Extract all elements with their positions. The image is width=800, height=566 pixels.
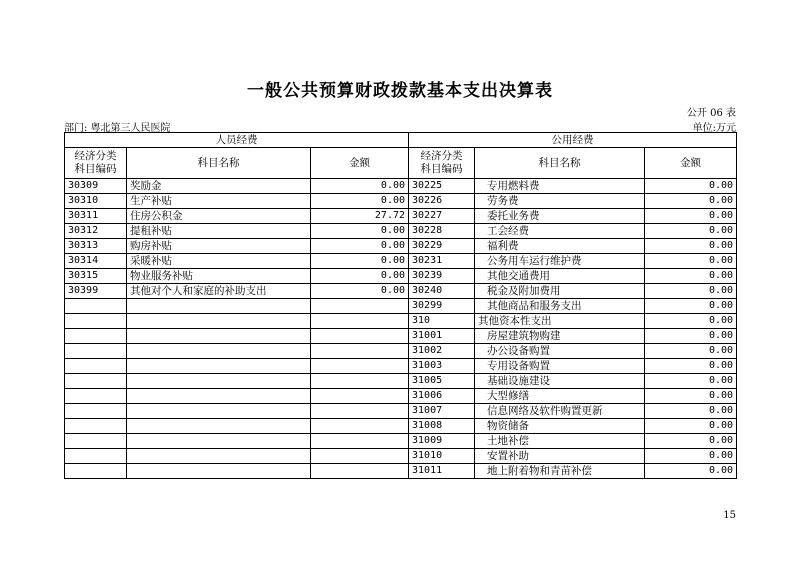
personnel-name-cell <box>127 389 311 404</box>
personnel-code-cell: 30311 <box>65 209 127 224</box>
public-amount-cell: 0.00 <box>645 329 737 344</box>
public-amount-cell: 0.00 <box>645 359 737 374</box>
public-name-cell: 专用设备购置 <box>475 359 645 374</box>
personnel-amount-cell <box>311 344 409 359</box>
personnel-amount-cell <box>311 419 409 434</box>
personnel-name-cell <box>127 464 311 479</box>
table-row <box>65 464 737 479</box>
table-row <box>65 209 737 224</box>
page-number: 15 <box>723 510 736 521</box>
personnel-code-cell: 30310 <box>65 194 127 209</box>
public-name-cell: 其他资本性支出 <box>475 314 645 329</box>
personnel-code-cell <box>65 329 127 344</box>
header-code-text: 经济分类 科目编码 <box>74 150 117 175</box>
public-amount-cell: 0.00 <box>645 344 737 359</box>
department-label: 部门: 粤北第三人民医院 <box>64 123 171 134</box>
personnel-name-cell <box>127 359 311 374</box>
public-amount-cell: 0.00 <box>645 314 737 329</box>
public-name-cell: 其他商品和服务支出 <box>475 299 645 314</box>
public-name-cell: 其他交通费用 <box>475 269 645 284</box>
public-code-cell: 310 <box>409 314 475 329</box>
personnel-code-cell: 30313 <box>65 239 127 254</box>
personnel-amount-cell: 27.72 <box>311 209 409 224</box>
public-name-cell: 地上附着物和青苗补偿 <box>475 464 645 479</box>
personnel-code-cell: 30315 <box>65 269 127 284</box>
public-code-cell: 30227 <box>409 209 475 224</box>
public-amount-cell: 0.00 <box>645 209 737 224</box>
public-name-cell: 委托业务费 <box>475 209 645 224</box>
personnel-name-cell: 住房公积金 <box>127 209 311 224</box>
personnel-code-cell: 30314 <box>65 254 127 269</box>
public-amount-cell: 0.00 <box>645 179 737 194</box>
personnel-name-cell <box>127 434 311 449</box>
table-row <box>65 284 737 299</box>
personnel-name-cell <box>127 419 311 434</box>
public-code-cell: 30228 <box>409 224 475 239</box>
public-name-cell: 土地补偿 <box>475 434 645 449</box>
public-code-cell: 30240 <box>409 284 475 299</box>
table-row <box>65 434 737 449</box>
personnel-amount-cell <box>311 314 409 329</box>
personnel-name-cell <box>127 299 311 314</box>
public-code-cell: 31009 <box>409 434 475 449</box>
personnel-amount-cell <box>311 464 409 479</box>
public-code-cell: 30229 <box>409 239 475 254</box>
public-amount-cell: 0.00 <box>645 464 737 479</box>
personnel-name-cell <box>127 374 311 389</box>
header-code-text: 经济分类 科目编码 <box>420 150 463 175</box>
public-amount-cell: 0.00 <box>645 374 737 389</box>
table-row <box>65 344 737 359</box>
table-row <box>65 179 737 194</box>
form-number: 公开 06 表 <box>686 108 736 119</box>
public-code-cell: 31008 <box>409 419 475 434</box>
personnel-name-cell: 其他对个人和家庭的补助支出 <box>127 284 311 299</box>
public-name-cell: 基础设施建设 <box>475 374 645 389</box>
table-row <box>65 374 737 389</box>
public-name-cell: 税金及附加费用 <box>475 284 645 299</box>
table-row <box>65 404 737 419</box>
public-code-cell: 31005 <box>409 374 475 389</box>
public-amount-cell: 0.00 <box>645 299 737 314</box>
public-name-cell: 物资储备 <box>475 419 645 434</box>
public-name-cell: 公务用车运行维护费 <box>475 254 645 269</box>
table-row <box>65 194 737 209</box>
personnel-code-cell <box>65 449 127 464</box>
public-name-cell: 福利费 <box>475 239 645 254</box>
unit-label: 单位:万元 <box>692 123 736 134</box>
public-code-cell: 31006 <box>409 389 475 404</box>
table-row <box>65 329 737 344</box>
personnel-code-cell <box>65 299 127 314</box>
personnel-name-cell: 采暖补贴 <box>127 254 311 269</box>
public-code-cell: 31007 <box>409 404 475 419</box>
personnel-amount-cell <box>311 389 409 404</box>
personnel-amount-cell: 0.00 <box>311 254 409 269</box>
public-name-cell: 大型修缮 <box>475 389 645 404</box>
personnel-code-cell: 30312 <box>65 224 127 239</box>
table-row <box>65 449 737 464</box>
table-row <box>65 359 737 374</box>
personnel-amount-cell: 0.00 <box>311 179 409 194</box>
personnel-code-cell <box>65 434 127 449</box>
personnel-code-cell <box>65 314 127 329</box>
personnel-name-cell: 购房补贴 <box>127 239 311 254</box>
header-amount: 金额 <box>645 148 737 179</box>
personnel-code-cell: 30309 <box>65 179 127 194</box>
personnel-amount-cell <box>311 404 409 419</box>
public-name-cell: 办公设备购置 <box>475 344 645 359</box>
table-row <box>65 419 737 434</box>
table-row <box>65 254 737 269</box>
personnel-code-cell: 30399 <box>65 284 127 299</box>
personnel-amount-cell <box>311 449 409 464</box>
header-amount: 金额 <box>311 148 409 179</box>
public-amount-cell: 0.00 <box>645 284 737 299</box>
header-name: 科目名称 <box>127 148 311 179</box>
personnel-amount-cell <box>311 299 409 314</box>
personnel-code-cell <box>65 404 127 419</box>
personnel-code-cell <box>65 359 127 374</box>
public-code-cell: 30239 <box>409 269 475 284</box>
public-name-cell: 信息网络及软件购置更新 <box>475 404 645 419</box>
public-code-cell: 31010 <box>409 449 475 464</box>
section-personnel: 人员经费 <box>65 133 409 148</box>
public-name-cell: 工会经费 <box>475 224 645 239</box>
personnel-amount-cell <box>311 359 409 374</box>
personnel-amount-cell <box>311 329 409 344</box>
public-code-cell: 30231 <box>409 254 475 269</box>
personnel-name-cell: 生产补贴 <box>127 194 311 209</box>
header-code <box>409 148 475 179</box>
public-amount-cell: 0.00 <box>645 224 737 239</box>
public-amount-cell: 0.00 <box>645 404 737 419</box>
personnel-name-cell <box>127 329 311 344</box>
personnel-amount-cell <box>311 434 409 449</box>
table-row <box>65 224 737 239</box>
personnel-name-cell: 奖励金 <box>127 179 311 194</box>
personnel-amount-cell: 0.00 <box>311 284 409 299</box>
personnel-code-cell <box>65 419 127 434</box>
personnel-name-cell <box>127 344 311 359</box>
personnel-name-cell <box>127 449 311 464</box>
personnel-name-cell <box>127 404 311 419</box>
public-name-cell: 专用燃料费 <box>475 179 645 194</box>
public-code-cell: 31001 <box>409 329 475 344</box>
public-amount-cell: 0.00 <box>645 269 737 284</box>
public-code-cell: 30299 <box>409 299 475 314</box>
page-title: 一般公共预算财政拨款基本支出决算表 <box>247 81 553 101</box>
table-row <box>65 389 737 404</box>
personnel-amount-cell: 0.00 <box>311 269 409 284</box>
personnel-code-cell <box>65 464 127 479</box>
personnel-amount-cell: 0.00 <box>311 194 409 209</box>
public-code-cell: 30226 <box>409 194 475 209</box>
public-code-cell: 30225 <box>409 179 475 194</box>
public-code-cell: 31011 <box>409 464 475 479</box>
personnel-amount-cell: 0.00 <box>311 224 409 239</box>
public-name-cell: 安置补助 <box>475 449 645 464</box>
public-amount-cell: 0.00 <box>645 239 737 254</box>
public-code-cell: 31002 <box>409 344 475 359</box>
personnel-code-cell <box>65 389 127 404</box>
public-amount-cell: 0.00 <box>645 389 737 404</box>
public-amount-cell: 0.00 <box>645 449 737 464</box>
personnel-name-cell: 物业服务补贴 <box>127 269 311 284</box>
table-row <box>65 299 737 314</box>
table-row <box>65 314 737 329</box>
personnel-name-cell: 提租补贴 <box>127 224 311 239</box>
public-amount-cell: 0.00 <box>645 254 737 269</box>
table-row <box>65 269 737 284</box>
header-code <box>65 148 127 179</box>
table-row <box>65 239 737 254</box>
public-name-cell: 房屋建筑物购建 <box>475 329 645 344</box>
public-amount-cell: 0.00 <box>645 434 737 449</box>
expenditure-table <box>64 132 737 479</box>
public-name-cell: 劳务费 <box>475 194 645 209</box>
personnel-code-cell <box>65 374 127 389</box>
personnel-amount-cell <box>311 374 409 389</box>
public-amount-cell: 0.00 <box>645 419 737 434</box>
personnel-name-cell <box>127 314 311 329</box>
personnel-code-cell <box>65 344 127 359</box>
public-code-cell: 31003 <box>409 359 475 374</box>
public-amount-cell: 0.00 <box>645 194 737 209</box>
header-name: 科目名称 <box>475 148 645 179</box>
section-public: 公用经费 <box>409 133 737 148</box>
personnel-amount-cell: 0.00 <box>311 239 409 254</box>
